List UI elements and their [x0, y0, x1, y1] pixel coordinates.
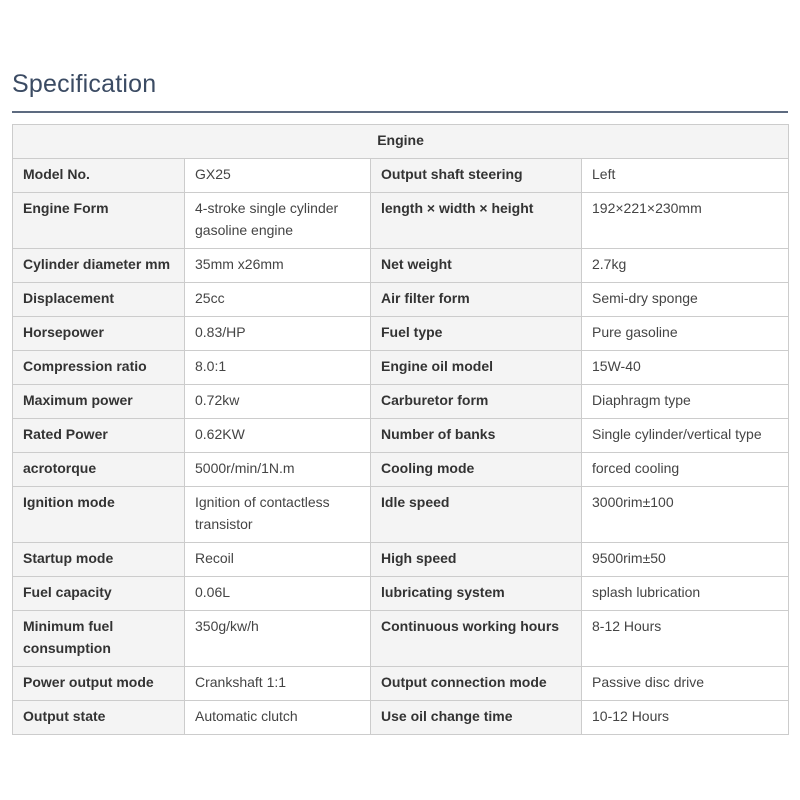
- table-row: [13, 283, 789, 317]
- table-row: [13, 419, 789, 453]
- table-row: [13, 577, 789, 611]
- spec-label: Minimum fuel consumption: [13, 611, 185, 667]
- spec-value: 10-12 Hours: [582, 701, 789, 735]
- table-row: [13, 701, 789, 735]
- spec-value: 192×221×230mm: [582, 193, 789, 249]
- spec-value: 4-stroke single cylinder gasoline engine: [185, 193, 371, 249]
- spec-label: Compression ratio: [13, 351, 185, 385]
- spec-label: acrotorque: [13, 453, 185, 487]
- spec-value: 9500rim±50: [582, 543, 789, 577]
- table-row: [13, 159, 789, 193]
- spec-label: Idle speed: [371, 487, 582, 543]
- table-header-row: [13, 125, 789, 159]
- spec-label: Cylinder diameter mm: [13, 249, 185, 283]
- table-row: [13, 193, 789, 249]
- spec-label: High speed: [371, 543, 582, 577]
- spec-value: splash lubrication: [582, 577, 789, 611]
- spec-value: GX25: [185, 159, 371, 193]
- spec-value: 350g/kw/h: [185, 611, 371, 667]
- spec-label: Engine Form: [13, 193, 185, 249]
- spec-label: Output connection mode: [371, 667, 582, 701]
- spec-value: 15W-40: [582, 351, 789, 385]
- spec-value: 0.62KW: [185, 419, 371, 453]
- spec-label: Carburetor form: [371, 385, 582, 419]
- spec-label: Rated Power: [13, 419, 185, 453]
- spec-value: 5000r/min/1N.m: [185, 453, 371, 487]
- spec-label: Ignition mode: [13, 487, 185, 543]
- spec-value: Pure gasoline: [582, 317, 789, 351]
- spec-label: Startup mode: [13, 543, 185, 577]
- spec-label: Output shaft steering: [371, 159, 582, 193]
- spec-value: 8-12 Hours: [582, 611, 789, 667]
- spec-label: lubricating system: [371, 577, 582, 611]
- spec-label: length × width × height: [371, 193, 582, 249]
- spec-label: Air filter form: [371, 283, 582, 317]
- table-row: [13, 249, 789, 283]
- table-row: [13, 385, 789, 419]
- spec-value: 0.72kw: [185, 385, 371, 419]
- specification-table: [12, 124, 789, 735]
- spec-value: Passive disc drive: [582, 667, 789, 701]
- spec-label: Net weight: [371, 249, 582, 283]
- spec-value: 8.0:1: [185, 351, 371, 385]
- spec-value: 2.7kg: [582, 249, 789, 283]
- table-header-engine: Engine: [13, 125, 789, 159]
- spec-value: 25cc: [185, 283, 371, 317]
- spec-value: 35mm x26mm: [185, 249, 371, 283]
- spec-value: Recoil: [185, 543, 371, 577]
- spec-label: Fuel capacity: [13, 577, 185, 611]
- spec-value: 0.06L: [185, 577, 371, 611]
- table-row: [13, 453, 789, 487]
- spec-label: Maximum power: [13, 385, 185, 419]
- table-row: [13, 351, 789, 385]
- spec-value: forced cooling: [582, 453, 789, 487]
- table-row: [13, 667, 789, 701]
- spec-label: Use oil change time: [371, 701, 582, 735]
- spec-value: Crankshaft 1:1: [185, 667, 371, 701]
- spec-value: Automatic clutch: [185, 701, 371, 735]
- spec-label: Horsepower: [13, 317, 185, 351]
- title-divider: [12, 111, 788, 113]
- table-row: [13, 317, 789, 351]
- page-title: Specification: [12, 70, 157, 98]
- table-row: [13, 611, 789, 667]
- spec-label: Output state: [13, 701, 185, 735]
- spec-label: Cooling mode: [371, 453, 582, 487]
- spec-value: Semi-dry sponge: [582, 283, 789, 317]
- spec-label: Displacement: [13, 283, 185, 317]
- spec-value: Single cylinder/vertical type: [582, 419, 789, 453]
- spec-value: Ignition of contactless transistor: [185, 487, 371, 543]
- table-row: [13, 487, 789, 543]
- spec-label: Fuel type: [371, 317, 582, 351]
- spec-label: Number of banks: [371, 419, 582, 453]
- spec-value: Diaphragm type: [582, 385, 789, 419]
- spec-label: Continuous working hours: [371, 611, 582, 667]
- spec-value: 0.83/HP: [185, 317, 371, 351]
- table-row: [13, 543, 789, 577]
- spec-value: 3000rim±100: [582, 487, 789, 543]
- spec-label: Model No.: [13, 159, 185, 193]
- spec-label: Power output mode: [13, 667, 185, 701]
- spec-label: Engine oil model: [371, 351, 582, 385]
- spec-value: Left: [582, 159, 789, 193]
